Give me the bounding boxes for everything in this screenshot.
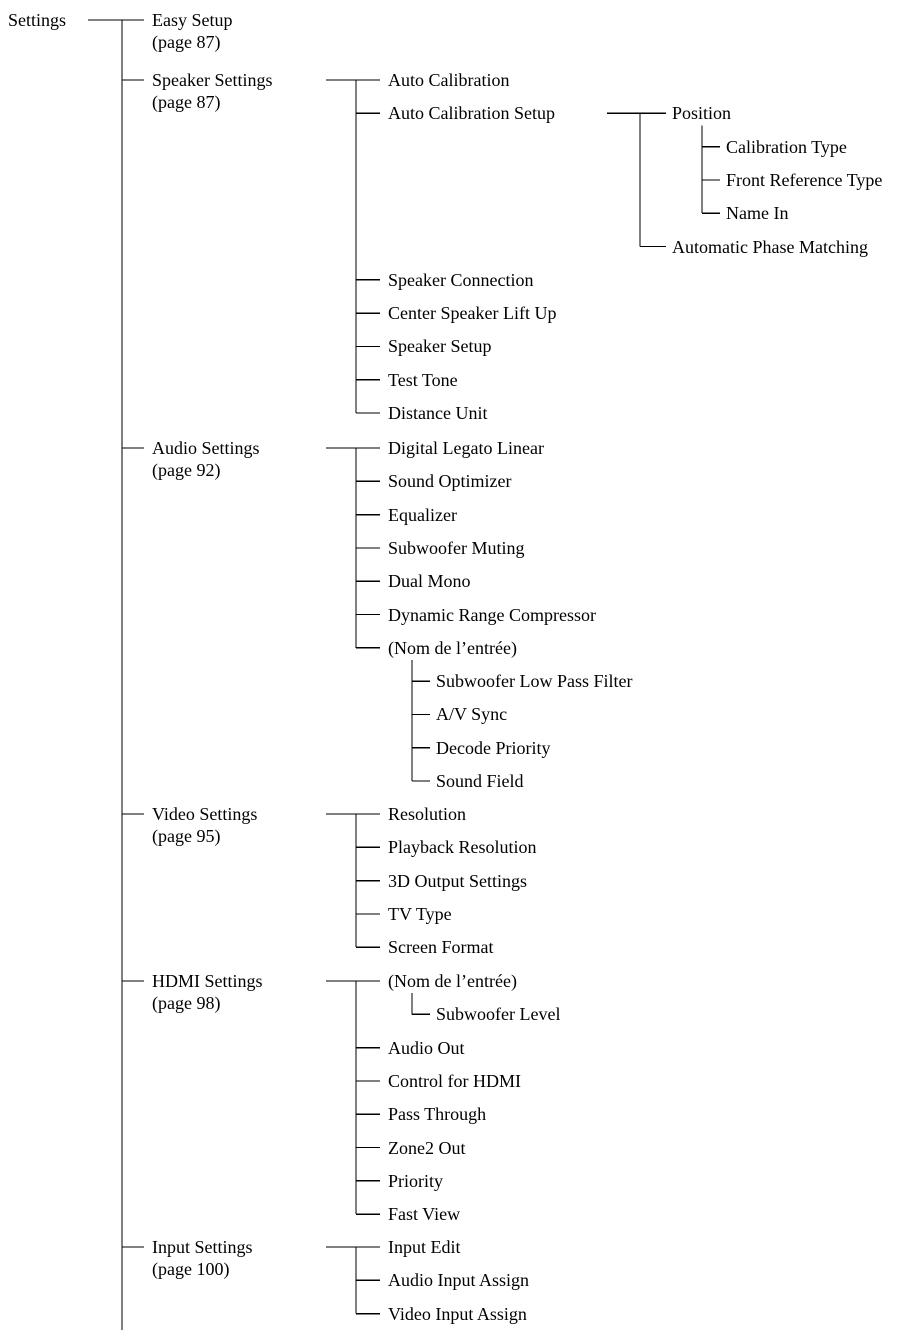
item-subwoofer-level xyxy=(436,1003,560,1025)
item-audio-out-text: Audio Out xyxy=(388,1037,465,1058)
item-resolution-text: Resolution xyxy=(388,804,467,824)
section-speaker-settings xyxy=(152,69,272,113)
item-nom-de-l-entr-e-text: (Nom de l’entrée) xyxy=(388,971,517,991)
item-dual-mono-text: Dual Mono xyxy=(388,571,471,592)
section-audio-settings-page-ref: (page 92) xyxy=(152,460,221,480)
section-hdmi-settings xyxy=(152,970,263,1014)
section-hdmi-settings-text: HDMI Settings xyxy=(152,971,263,991)
item-test-tone-text: Test Tone xyxy=(388,369,458,390)
section-video-settings-text: Video Settings xyxy=(152,804,258,824)
section-easy-setup-page-ref: (page 87) xyxy=(152,32,221,52)
item-a-v-sync-text: A/V Sync xyxy=(436,704,508,725)
item-sound-field xyxy=(436,770,524,792)
item-fast-view-text: Fast View xyxy=(388,1204,461,1225)
item-digital-legato-linear-text: Digital Legato Linear xyxy=(388,438,544,458)
section-speaker-settings-page-ref: (page 87) xyxy=(152,92,221,112)
item-calibration-type-text: Calibration Type xyxy=(726,136,847,157)
item-subwoofer-level-text: Subwoofer Level xyxy=(436,1004,561,1025)
item-equalizer-text: Equalizer xyxy=(388,504,457,525)
item-digital-legato-linear xyxy=(388,437,544,459)
item-auto-calibration-setup xyxy=(388,102,555,124)
item-pass-through-text: Pass Through xyxy=(388,1104,487,1125)
item-video-input-assign xyxy=(388,1303,527,1325)
item-audio-out xyxy=(388,1037,465,1059)
section-video-settings xyxy=(152,803,257,847)
item-auto-calibration xyxy=(388,69,509,91)
item-zone2-out xyxy=(388,1137,465,1159)
section-hdmi-settings-page-ref: (page 98) xyxy=(152,993,221,1013)
section-easy-setup xyxy=(152,9,233,53)
item-3d-output-settings xyxy=(388,870,527,892)
item-speaker-connection-text: Speaker Connection xyxy=(388,269,534,290)
item-speaker-setup xyxy=(388,335,491,357)
item-subwoofer-low-pass-filter-text: Subwoofer Low Pass Filter xyxy=(436,671,633,692)
item-center-speaker-lift-up-text: Center Speaker Lift Up xyxy=(388,303,557,324)
item-control-for-hdmi-text: Control for HDMI xyxy=(388,1070,521,1091)
item-video-input-assign-text: Video Input Assign xyxy=(388,1303,527,1324)
item-a-v-sync xyxy=(436,703,507,725)
item-subwoofer-low-pass-filter xyxy=(436,670,633,692)
item-3d-output-settings-text: 3D Output Settings xyxy=(388,870,528,891)
item-test-tone xyxy=(388,369,458,391)
item-fast-view xyxy=(388,1203,460,1225)
item-nom-de-l-entr-e xyxy=(388,970,517,992)
item-input-edit-text: Input Edit xyxy=(388,1237,461,1257)
item-decode-priority xyxy=(436,737,550,759)
item-tv-type xyxy=(388,903,452,925)
item-screen-format-text: Screen Format xyxy=(388,937,494,958)
item-decode-priority-text: Decode Priority xyxy=(436,737,551,758)
item-speaker-connection xyxy=(388,269,533,291)
item-distance-unit xyxy=(388,402,487,424)
item-distance-unit-text: Distance Unit xyxy=(388,403,488,423)
item-center-speaker-lift-up xyxy=(388,302,556,324)
item-front-reference-type xyxy=(726,169,882,191)
item-playback-resolution xyxy=(388,836,536,858)
item-zone2-out-text: Zone2 Out xyxy=(388,1137,466,1158)
item-speaker-setup-text: Speaker Setup xyxy=(388,336,492,357)
item-calibration-type xyxy=(726,136,847,158)
item-position-text: Position xyxy=(672,103,732,124)
item-priority-text: Priority xyxy=(388,1170,444,1191)
item-control-for-hdmi xyxy=(388,1070,521,1092)
item-sound-optimizer xyxy=(388,470,512,492)
item-name-in-text: Name In xyxy=(726,203,789,224)
item-audio-input-assign xyxy=(388,1269,529,1291)
item-dual-mono xyxy=(388,570,471,592)
item-screen-format xyxy=(388,936,493,958)
item-pass-through xyxy=(388,1103,486,1125)
section-speaker-settings-text: Speaker Settings xyxy=(152,70,273,90)
item-playback-resolution-text: Playback Resolution xyxy=(388,837,537,858)
item-input-edit xyxy=(388,1236,461,1258)
section-video-settings-page-ref: (page 95) xyxy=(152,826,221,846)
item-nom-de-l-entr-e xyxy=(388,637,517,659)
item-equalizer xyxy=(388,504,457,526)
item-dynamic-range-compressor xyxy=(388,604,596,626)
item-dynamic-range-compressor-text: Dynamic Range Compressor xyxy=(388,604,596,625)
item-sound-field-text: Sound Field xyxy=(436,771,524,791)
item-subwoofer-muting xyxy=(388,537,525,559)
item-tv-type-text: TV Type xyxy=(388,903,452,924)
item-position xyxy=(672,102,731,124)
item-sound-optimizer-text: Sound Optimizer xyxy=(388,471,512,492)
item-subwoofer-muting-text: Subwoofer Muting xyxy=(388,537,525,558)
section-input-settings xyxy=(152,1236,253,1280)
item-name-in xyxy=(726,202,788,224)
item-resolution xyxy=(388,803,466,825)
item-auto-calibration-text: Auto Calibration xyxy=(388,70,510,90)
section-input-settings-text: Input Settings xyxy=(152,1237,253,1257)
root-settings xyxy=(8,9,66,31)
item-front-reference-type-text: Front Reference Type xyxy=(726,169,883,190)
section-audio-settings-text: Audio Settings xyxy=(152,438,260,458)
item-auto-calibration-setup-text: Auto Calibration Setup xyxy=(388,103,555,124)
item-priority xyxy=(388,1170,443,1192)
section-easy-setup-text: Easy Setup xyxy=(152,10,233,30)
item-nom-de-l-entr-e-text: (Nom de l’entrée) xyxy=(388,637,517,658)
item-automatic-phase-matching xyxy=(672,236,868,258)
item-audio-input-assign-text: Audio Input Assign xyxy=(388,1270,530,1291)
item-automatic-phase-matching-text: Automatic Phase Matching xyxy=(672,236,868,257)
section-audio-settings xyxy=(152,437,260,481)
section-input-settings-page-ref: (page 100) xyxy=(152,1259,230,1279)
root-settings-text: Settings xyxy=(8,10,67,30)
